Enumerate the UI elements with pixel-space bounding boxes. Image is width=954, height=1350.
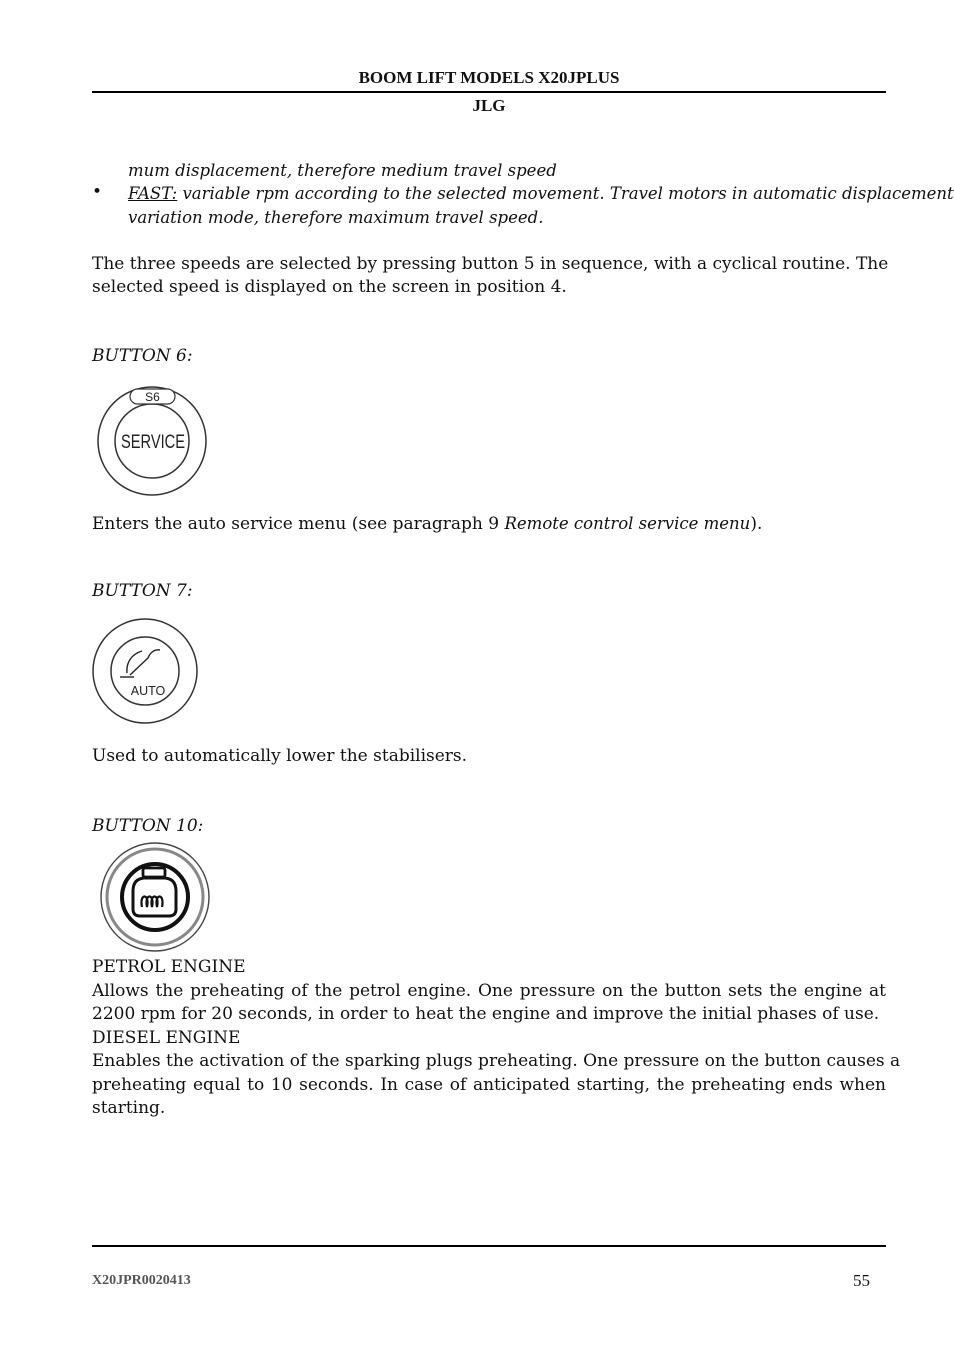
fast-label: FAST: [128,184,178,203]
document-brand: JLG [472,96,506,115]
document-code: X20JPR0020413 [92,1273,191,1288]
fast-text-1: variable rpm according to the selected movement. Travel motors in automatic displacement [177,184,954,203]
auto-text: AUTO [130,684,166,698]
fast-speed-line-2: variation mode, therefore maximum travel speed. [128,208,544,227]
button-6-desc-post: ). [750,514,763,534]
page-number: 55 [853,1271,870,1290]
medium-speed-continuation: mum displacement, therefore medium travel speed [128,161,557,180]
button-7-description: Used to automatically lower the stabilisers. [92,746,468,766]
header-rule [92,91,886,93]
service-button-icon [96,386,210,498]
bullet-dot: • [92,182,103,202]
petrol-desc-line-1: Allows the preheating of the petrol engine. One pressure on the button sets the engine at [92,981,886,1001]
button-6-label: BUTTON 6: [92,346,193,366]
diesel-desc-line-1: Enables the activation of the sparking plugs preheating. One pressure on the button causes a [92,1051,901,1071]
petrol-engine-title: PETROL ENGINE [92,957,246,977]
auto-stabiliser-button-icon [90,618,200,726]
service-text: SERVICE [121,432,185,453]
stabiliser-arm-icon [127,651,142,673]
button-6-desc-pre: Enters the auto service menu (see paragraph 9 [92,514,505,534]
engine-preheat-button-icon [99,841,211,953]
s6-tag: S6 [145,390,160,404]
speed-para-line-2: selected speed is displayed on the screen in position 4. [92,277,567,297]
speed-para-line-1: The three speeds are selected by pressing button 5 in sequence, with a cyclical routine. The [92,254,889,274]
diesel-engine-title: DIESEL ENGINE [92,1028,241,1048]
petrol-desc-line-2: 2200 rpm for 20 seconds, in order to heat the engine and improve the initial phases of use. [92,1004,880,1024]
button-6-description [92,512,762,537]
service-menu-reference: Remote control service menu [504,514,751,533]
fast-speed-line-1 [128,182,954,206]
button-10-label: BUTTON 10: [92,816,204,836]
glow-plug-icon [133,868,176,916]
diesel-desc-line-3: starting. [92,1098,166,1118]
diesel-desc-line-2: preheating equal to 10 seconds. In case of anticipated starting, the preheating ends when [92,1075,886,1095]
document-title: BOOM LIFT MODELS X20JPLUS [358,68,620,87]
stabiliser-leg-icon [130,650,160,675]
footer-rule [92,1245,886,1247]
button-7-label: BUTTON 7: [92,581,193,601]
